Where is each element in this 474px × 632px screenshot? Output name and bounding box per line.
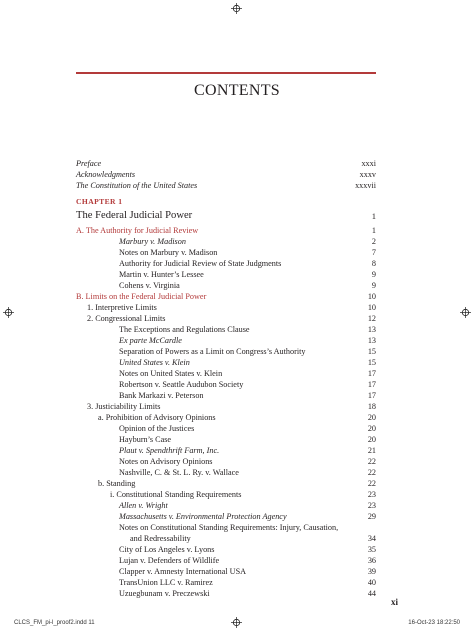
toc-entry	[76, 588, 376, 599]
chapter-page: 1	[371, 211, 376, 221]
toc-entry	[76, 500, 376, 511]
toc-entry	[76, 423, 376, 434]
print-slug-left: CLCS_FM_pi-l_proof2.indd 11	[14, 620, 95, 626]
toc-entry	[76, 390, 376, 401]
toc-entry-page: 23	[367, 501, 376, 510]
toc-entry	[76, 368, 376, 379]
toc-entry-title: The Constitution of the United States	[76, 181, 198, 190]
toc-entry	[76, 401, 376, 412]
toc-entry-title: B. Limits on the Federal Judicial Power	[76, 292, 207, 301]
toc-entry	[76, 544, 376, 555]
toc-entry	[76, 522, 376, 533]
toc-entry	[76, 511, 376, 522]
toc-entry	[76, 566, 376, 577]
chapter-title-row	[76, 209, 376, 223]
toc-entry-page: 15	[367, 358, 376, 367]
toc-entry-title: A. The Authority for Judicial Review	[76, 226, 199, 235]
toc-entry-page: xxxv	[359, 170, 376, 179]
toc-entry	[76, 379, 376, 390]
toc-entry	[76, 577, 376, 588]
toc-entry-page: 17	[367, 391, 376, 400]
toc-entry-page: 13	[367, 325, 376, 334]
toc-entry-title: City of Los Angeles v. Lyons	[119, 545, 215, 554]
toc-entry-page: 13	[367, 336, 376, 345]
print-slug-right: 16-Oct-23 18:22:50	[408, 620, 460, 626]
toc-entry	[76, 335, 376, 346]
toc-entry	[76, 258, 376, 269]
toc-entry	[76, 412, 376, 423]
toc-entry-title: 2. Congressional Limits	[87, 314, 166, 323]
toc-entry-page: xxxi	[361, 159, 376, 168]
toc-entry-title: Clapper v. Amnesty International USA	[119, 567, 247, 576]
toc-entry-title: Hayburn’s Case	[119, 435, 172, 444]
toc-entry	[76, 533, 376, 544]
registration-mark-icon	[460, 307, 471, 318]
toc-entry-page: 9	[371, 281, 376, 290]
toc-entry-constitution	[76, 180, 376, 191]
toc-entry-title: Acknowledgments	[76, 170, 136, 179]
toc-entry-page: 22	[367, 457, 376, 466]
toc-entry-page: 44	[367, 589, 376, 598]
toc-entry-page: 22	[367, 479, 376, 488]
toc-entry	[76, 269, 376, 280]
toc-entry-page: 35	[367, 545, 376, 554]
toc-entry-title: Nashville, C. & St. L. Ry. v. Wallace	[119, 468, 239, 477]
page-title: CONTENTS	[194, 82, 280, 99]
chapter-label: CHAPTER 1	[76, 197, 123, 206]
toc-entry	[76, 225, 376, 236]
toc-entry-page: 23	[367, 490, 376, 499]
registration-mark-icon	[3, 307, 14, 318]
toc-entry-title: Ex parte McCardle	[119, 336, 182, 345]
toc-entry	[76, 456, 376, 467]
toc-entry-title: United States v. Klein	[119, 358, 190, 367]
toc-entry-title: Notes on Constitutional Standing Requirements: Injury, Causation,	[119, 523, 339, 532]
toc-entry-title: 1. Interpretive Limits	[87, 303, 157, 312]
toc-entry-page: 29	[367, 512, 376, 521]
toc-entry-title: Massachusetts v. Environmental Protection Agency	[119, 512, 287, 521]
toc-entry	[76, 324, 376, 335]
toc-entry-title: b. Standing	[98, 479, 136, 488]
toc-entry-title: Lujan v. Defenders of Wildlife	[119, 556, 220, 565]
toc-entry	[76, 313, 376, 324]
toc-entry-page: 18	[367, 402, 376, 411]
toc-entry-title: Separation of Powers as a Limit on Congress’s Authority	[119, 347, 306, 356]
toc-entry-page: 34	[367, 534, 376, 543]
toc-entry	[76, 346, 376, 357]
toc-entry	[76, 434, 376, 445]
chapter-title: The Federal Judicial Power	[76, 210, 193, 221]
toc-entry-page: 21	[367, 446, 376, 455]
toc-entry	[76, 291, 376, 302]
toc-entry-page: 20	[367, 413, 376, 422]
toc-entry-title: Preface	[76, 159, 102, 168]
toc-entry	[76, 357, 376, 368]
toc-entry-title: Cohens v. Virginia	[119, 281, 180, 290]
toc-entry-page: xxxvii	[355, 181, 376, 190]
toc-entry	[76, 489, 376, 500]
toc-entry	[76, 467, 376, 478]
toc-entry	[76, 280, 376, 291]
toc-entry-preface	[76, 158, 376, 169]
toc-entry-page: 15	[367, 347, 376, 356]
toc-entry-title: Notes on Advisory Opinions	[119, 457, 213, 466]
registration-mark-icon	[231, 617, 242, 628]
toc-entry-page: 10	[367, 292, 376, 301]
toc-entry-title: Plaut v. Spendthrift Farm, Inc.	[119, 446, 220, 455]
toc-entry-title: Authority for Judicial Review of State Judgments	[119, 259, 282, 268]
toc-entry	[76, 302, 376, 313]
toc-entry-page: 9	[371, 270, 376, 279]
toc-entry-page: 22	[367, 468, 376, 477]
toc-entry-title: Marbury v. Madison	[119, 237, 186, 246]
registration-mark-icon	[231, 3, 242, 14]
toc-entry-page: 36	[367, 556, 376, 565]
toc-entry-title: and Redressability	[130, 534, 191, 543]
toc-entry-acknowledgments	[76, 169, 376, 180]
toc-entry-title: Notes on United States v. Klein	[119, 369, 223, 378]
toc-entry-page: 1	[371, 226, 376, 235]
toc-entry-page: 39	[367, 567, 376, 576]
toc-entry-title: Notes on Marbury v. Madison	[119, 248, 218, 257]
toc-entry-title: Bank Markazi v. Peterson	[119, 391, 204, 400]
toc-entry	[76, 247, 376, 258]
toc-entry	[76, 555, 376, 566]
toc-entry-page: 7	[371, 248, 376, 257]
toc-entry-title: Martin v. Hunter’s Lessee	[119, 270, 204, 279]
toc-entry-title: a. Prohibition of Advisory Opinions	[98, 413, 216, 422]
toc-entry-page: 17	[367, 380, 376, 389]
toc-entry	[76, 445, 376, 456]
toc-entry-page: 8	[371, 259, 376, 268]
toc-entry-title: The Exceptions and Regulations Clause	[119, 325, 250, 334]
toc-entry-page: 17	[367, 369, 376, 378]
toc-entry-page: 12	[367, 314, 376, 323]
toc-entry-page: 2	[371, 237, 376, 246]
toc-entry-title: Allen v. Wright	[119, 501, 168, 510]
toc-entry-title: Uzuegbunam v. Preczewski	[119, 589, 210, 598]
toc-entry-title: 3. Justiciability Limits	[87, 402, 161, 411]
toc-entry-title: TransUnion LLC v. Ramirez	[119, 578, 213, 587]
page-number: xi	[390, 597, 398, 607]
toc-entry-title: Robertson v. Seattle Audubon Society	[119, 380, 244, 389]
toc-entry-page: 20	[367, 424, 376, 433]
toc-entry-title: i. Constitutional Standing Requirements	[110, 490, 242, 499]
toc-entry-page: 20	[367, 435, 376, 444]
toc-entry	[76, 236, 376, 247]
toc-entry-page: 40	[367, 578, 376, 587]
toc-entry-title: Opinion of the Justices	[119, 424, 195, 433]
title-rule	[76, 72, 376, 74]
toc-entry	[76, 478, 376, 489]
toc-entry-page: 10	[367, 303, 376, 312]
